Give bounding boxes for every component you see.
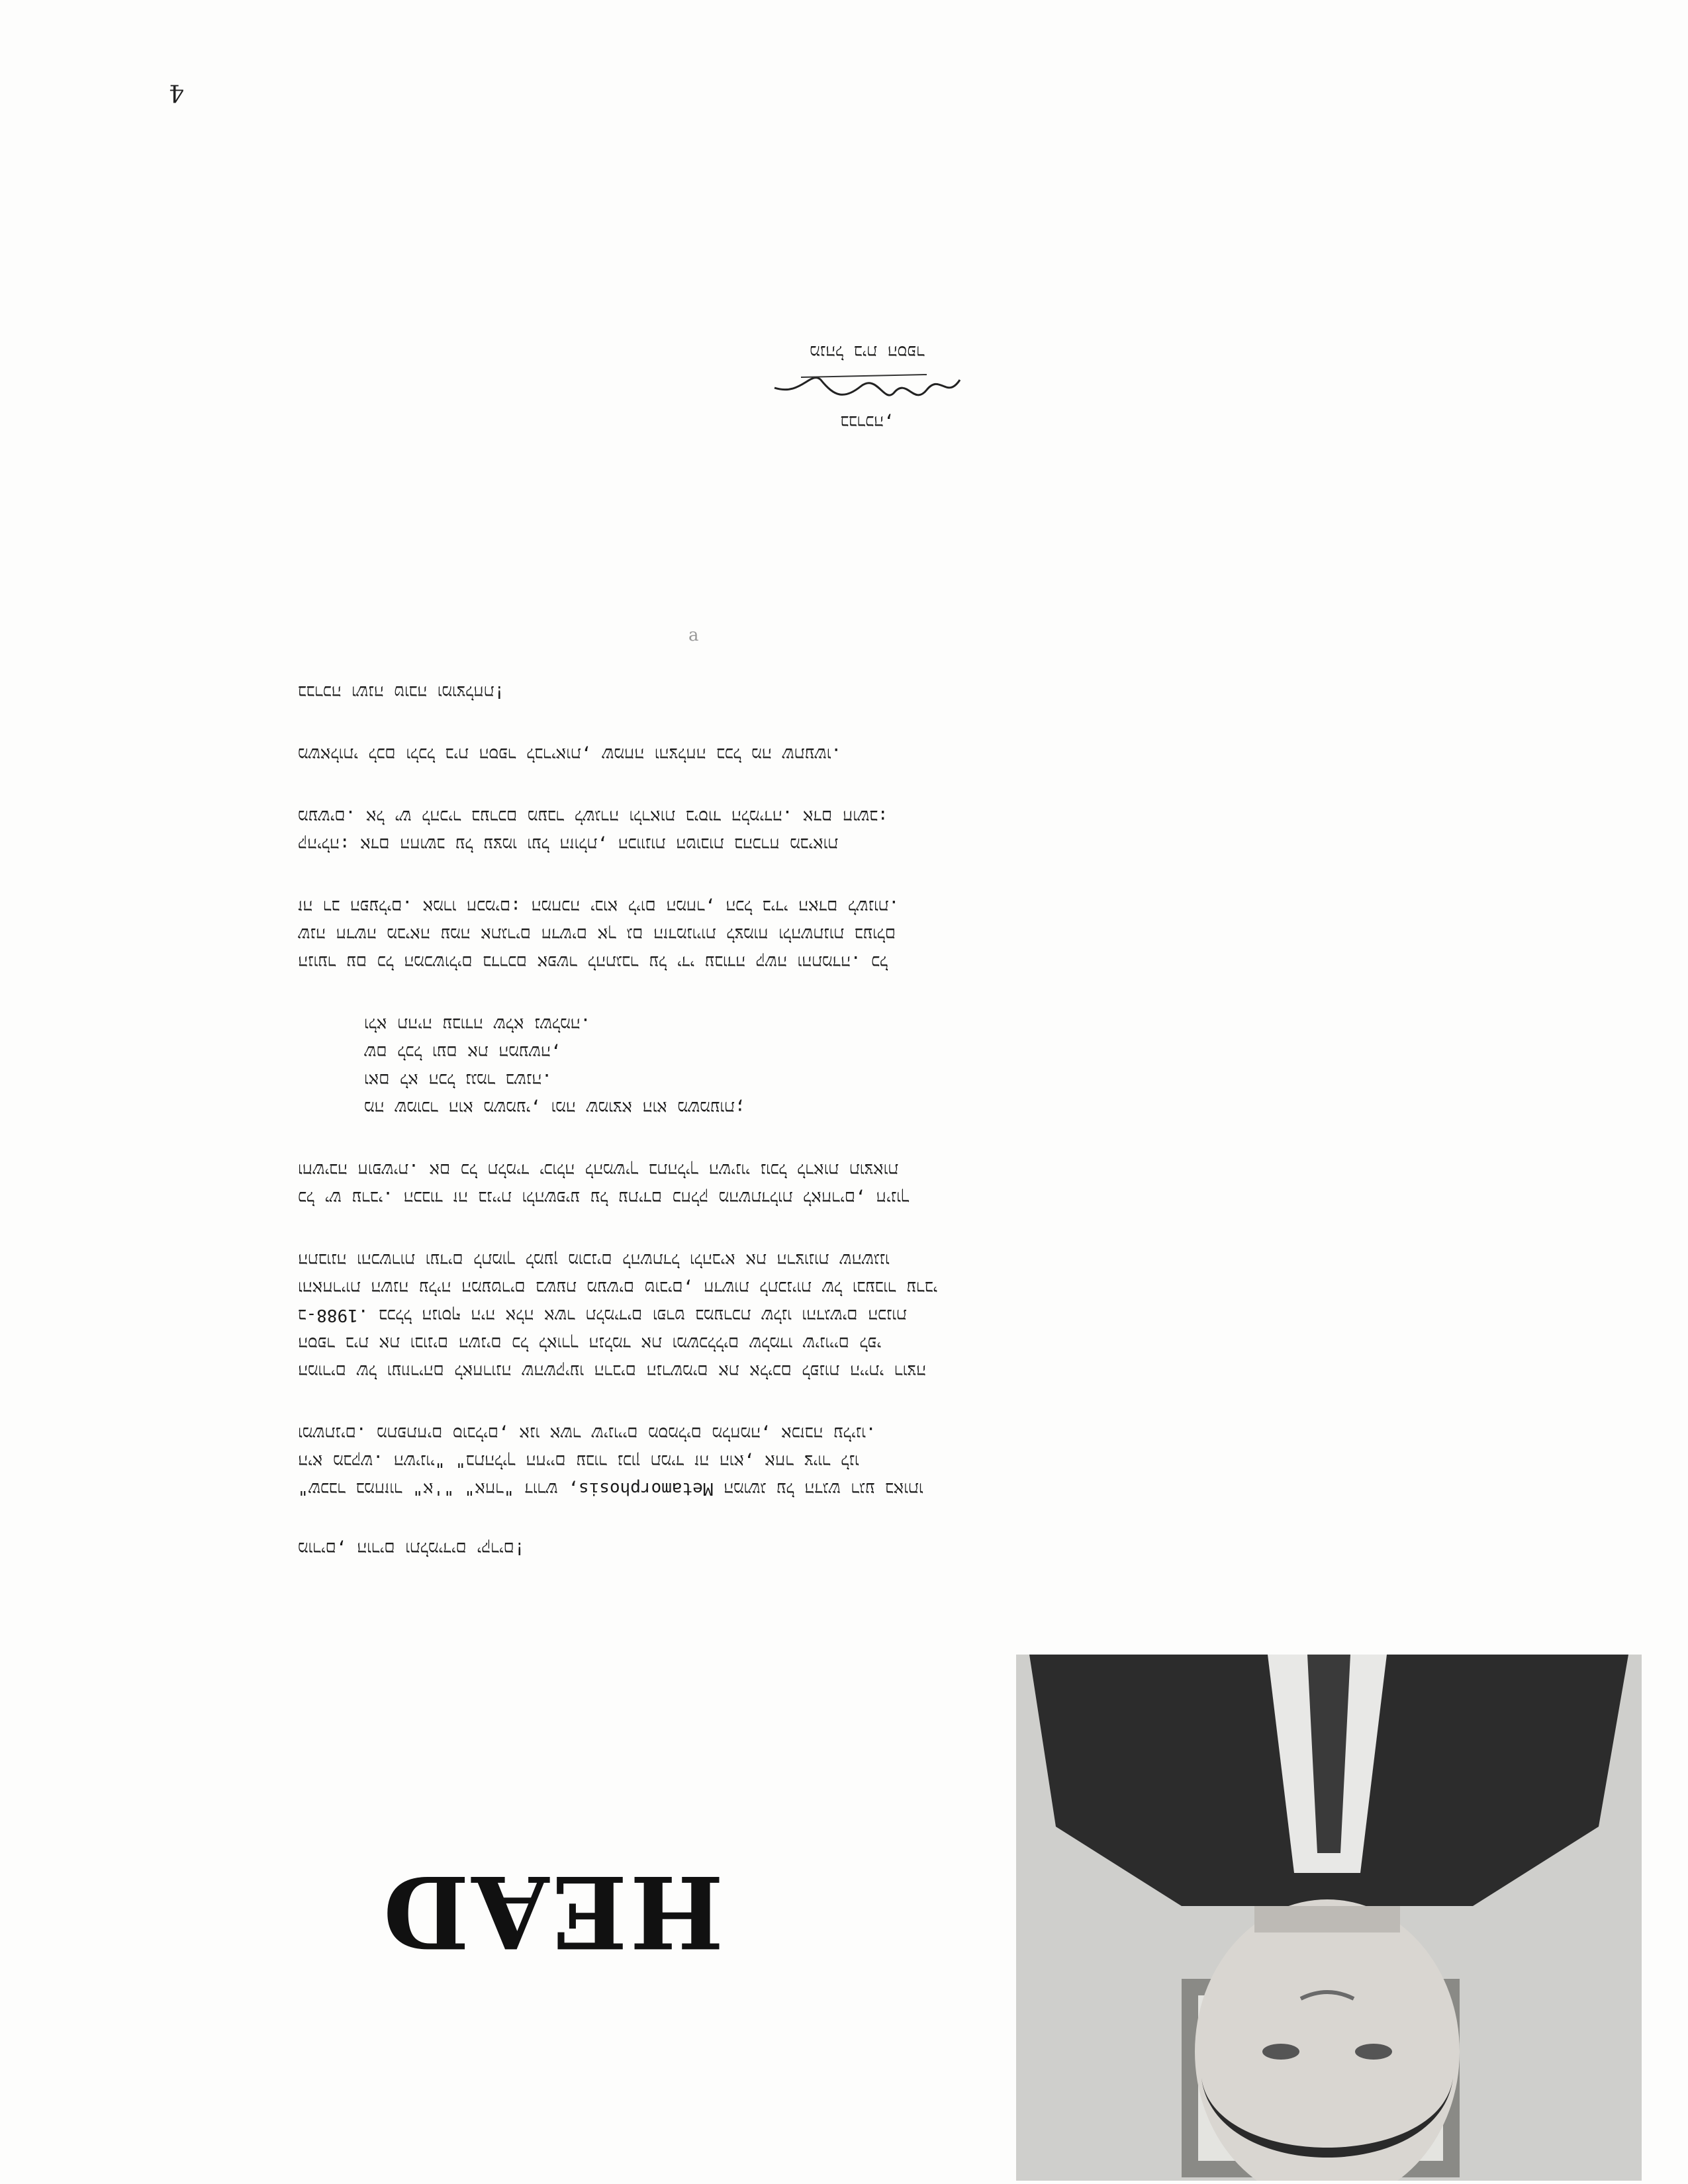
page-number: 4: [169, 79, 184, 106]
head-heading: HEAD: [381, 1853, 724, 1970]
letter-line: כל יש ערבי. הכבוד זה בניית ולהשפיע על עתידם כחלק מהשתדלות לאחרים, חינוך: [298, 1187, 910, 1207]
letter-line: ב-1988. בכלל הנוסף היה אלה אשר תלמידים ופרט במערכת שלנו והדגשים הכנות: [298, 1305, 907, 1325]
letter-line: קהילה: אדם החושב על עצמו ועל הזולת, הכוונות הטובות בהכרח מביאות: [298, 834, 839, 854]
letter-paragraph: [298, 1419, 1251, 1502]
letter-line: משאלותי לכם ולכל בית הספר לבריאות, שמחה והצלחה בכל מה שתעשו.: [298, 744, 841, 764]
letter-line: וחשיבה חופשית. אם כל תלמיד יכולה להמשיך בתהליך השינוי נוכל לראות תוצאות: [298, 1160, 899, 1179]
portrait-image: [1016, 1655, 1642, 2181]
letter-line: ומשתנים. מתפתחים סובלים, אנו אשר שינויים מסמלים מלחמה, אכזבה עלינו.: [298, 1423, 876, 1443]
poem-line: שם לכל ועם את המעשה,: [364, 1042, 561, 1062]
poem-quote: [364, 1010, 1251, 1121]
letter-line: המורים של ועוזריהם לאחרונה שהשקיעו הרבים הנרשמים את אליכם לפנות הייתי רוצה: [298, 1361, 926, 1381]
poem-line: ולא תהיה עבודה שלא נשלמה.: [364, 1014, 591, 1034]
portrait-photo: [1016, 1655, 1642, 2181]
letter-line: והאחריות השנה עליה המעטרים בשעת מעשים טובים, חדשות לתכניות של ובעבור ערבי: [298, 1277, 938, 1297]
letter-paragraph: [298, 1156, 1251, 1211]
signature-label: בברכה,: [840, 412, 894, 432]
letter-line: הנוער עם כל המכשולים בדרכם אפשר להתגבר על ידי עבודה קשה והתמדה. כל: [298, 952, 888, 972]
letter-line: מעשים. אל יש להכיר בערכם מעבר לשגרה ולראות ביסוד הלמידה. אדם חושב:: [298, 806, 888, 826]
letter-line: הספר בית את ובונים השנים כל לאורך הנלמד את ומשכללים שלמדו שינויים לפי: [298, 1333, 882, 1353]
letter-line: שנה חדשה מביאה עמה אתגרים חדשים אך גם הזדמנויות לצמוח ולהשתנות בעולם: [298, 924, 896, 944]
letter-paragraph: [298, 1246, 1251, 1385]
letter-salutation: מורים, הורים ותלמידים יקרים!: [298, 1538, 525, 1558]
letter-body: [298, 678, 1251, 1562]
letter-paragraph: [298, 802, 1251, 858]
letter-paragraph: [298, 740, 1251, 768]
letter-line: היא מבקש. השינוי" "בתהליך החיים עבור נכון תמיד זה הוא, אחר ציור לנו: [298, 1451, 859, 1471]
letter-line: "שכבר במחזור "א'" "אחר" דורש ,Metamorphosis המושג על הדגש רגע באותו: [298, 1479, 923, 1498]
signature-title: מנהל בית הספר: [810, 341, 925, 361]
letter-closing: בברכה ושנה טובה ומוצלחת!: [298, 682, 505, 702]
letter-paragraph: [298, 892, 1251, 976]
letter-line: זה רב הפעלים. אמרו חכמים: המחכה יבוא ליום המחר, הכל בידי האדם לשנות.: [298, 896, 900, 916]
letter-line: התבונה והכשרות ועדים לתמוך למען מוכנים להשתדל ולהביא את הרצונות שהשגנו: [298, 1250, 890, 1269]
handwritten-signature: [768, 367, 966, 406]
poem-line: ואם לא הכל נגמר בשנה.: [364, 1069, 552, 1089]
signature-block: [748, 336, 986, 437]
poem-line: מה שמוכר הוא משמעי, ומה שמוצא הוא משמעות;: [364, 1097, 745, 1117]
margin-mark: a: [688, 625, 699, 645]
